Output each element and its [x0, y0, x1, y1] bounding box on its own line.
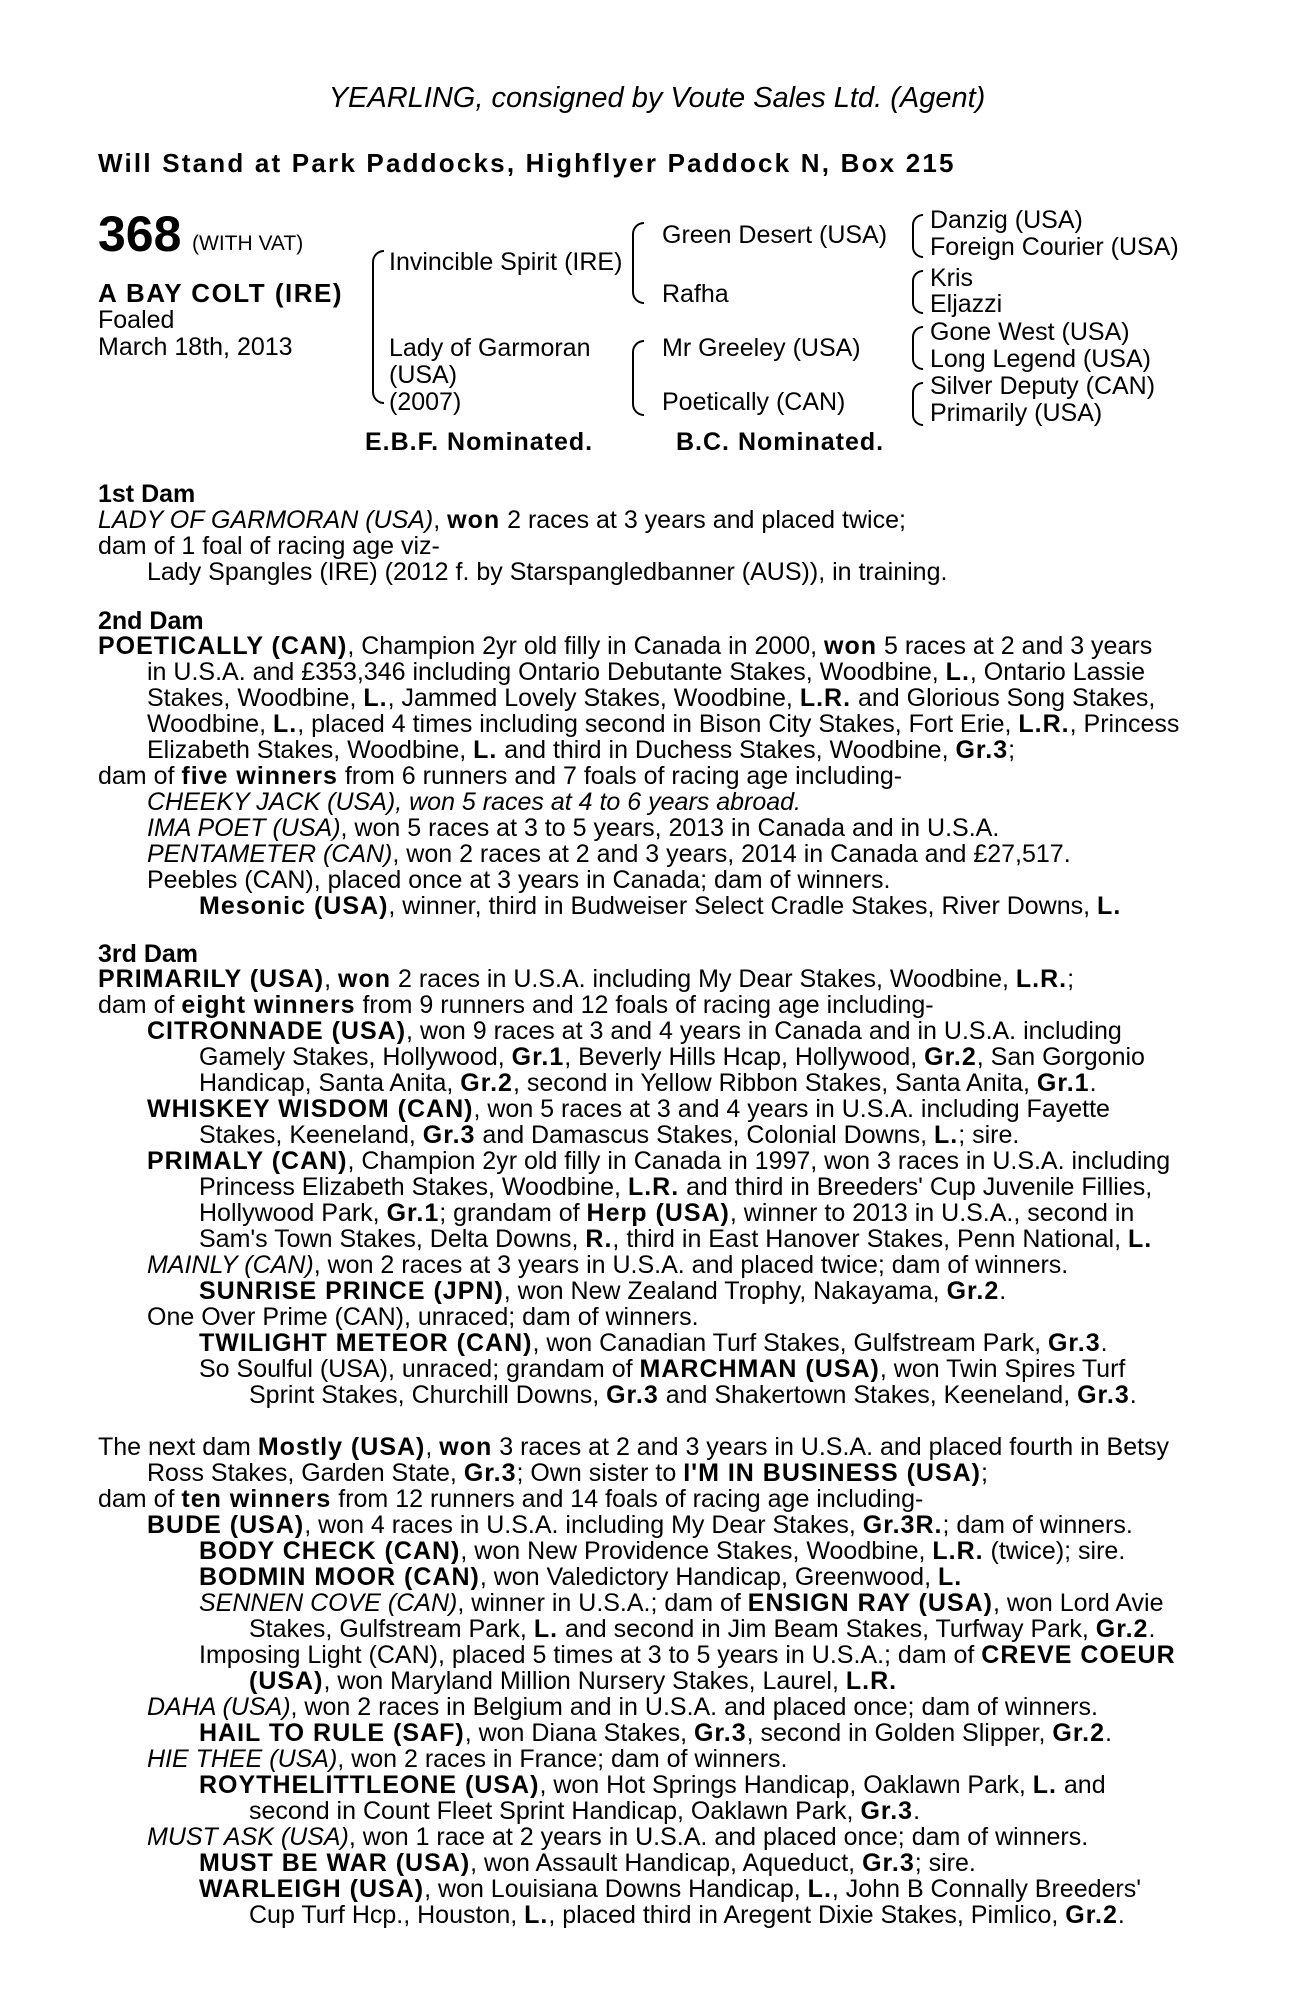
sd-dam: Eljazzi	[930, 290, 1003, 318]
bold-run: L.	[1032, 1771, 1057, 1799]
sire-sire: Green Desert (USA)	[662, 221, 888, 249]
text-run: , San Gorgonio	[976, 1043, 1145, 1071]
text-run: and third in Duchess Stakes, Woodbine,	[497, 736, 956, 764]
text-run: ;	[1008, 736, 1016, 764]
text-run: ; sire.	[914, 1849, 976, 1877]
pedigree-brace-ss	[912, 214, 923, 258]
bold-run: HAIL TO RULE (SAF)	[199, 1719, 465, 1747]
text-run: , won 2 races at 3 years in U.S.A. and placed twice; dam of winners.	[313, 1251, 1069, 1279]
ss-dam: Foreign Courier (USA)	[930, 233, 1179, 261]
text-line	[199, 1538, 1125, 1564]
text-run: ; Own sister to	[516, 1459, 684, 1487]
bold-run: Gr.3	[862, 1849, 915, 1877]
text-run: , placed 4 times including second in Bison City Stakes, Fort Erie,	[297, 710, 1019, 738]
second-dam-heading: 2nd Dam	[98, 607, 204, 635]
text-run: from 12 runners and 14 foals of racing age including-	[331, 1485, 924, 1513]
text-run: , second in Yellow Ribbon Stakes, Santa Anita,	[512, 1069, 1037, 1097]
bold-run: SUNRISE PRINCE (JPN)	[199, 1277, 504, 1305]
text-run: 2 races in U.S.A. including My Dear Stakes, Woodbine,	[391, 965, 1016, 993]
text-run: dam of	[98, 762, 182, 790]
text-run: .	[1105, 1719, 1112, 1747]
text-line	[98, 633, 1152, 659]
text-line	[98, 533, 440, 559]
text-run: Cup Turf Hcp., Houston,	[249, 1901, 525, 1929]
bold-run: L.R.	[845, 1667, 898, 1695]
text-line	[147, 1018, 1122, 1044]
text-run: .	[1117, 1901, 1125, 1929]
text-line	[249, 1382, 1137, 1408]
text-run: ; sire.	[958, 1121, 1020, 1149]
bold-run: L.	[1127, 1225, 1153, 1253]
pedigree-brace-sd	[912, 270, 923, 314]
text-line	[147, 1304, 699, 1330]
stand-location: Will Stand at Park Paddocks, Highflyer Paddock N, Box 215	[98, 148, 956, 178]
bold-run: BODY CHECK (CAN)	[199, 1537, 461, 1565]
bold-run: Gr.3	[693, 1719, 747, 1747]
bold-run: CITRONNADE (USA)	[147, 1017, 407, 1045]
bold-run: Gr.2	[1052, 1719, 1106, 1747]
text-run: Woodbine,	[147, 710, 274, 738]
bold-run: won	[824, 632, 878, 660]
bc-nominated: B.C. Nominated.	[676, 428, 885, 456]
bold-run: PRIMALY (CAN)	[147, 1147, 348, 1175]
bold-run: BUDE (USA)	[147, 1511, 305, 1539]
bold-run: L.	[945, 658, 970, 686]
dam-name-line1: Lady of Garmoran	[389, 334, 591, 362]
text-run: Peebles (CAN), placed once at 3 years in Canada; dam of winners.	[147, 866, 891, 894]
text-run: Ross Stakes, Garden State,	[147, 1459, 464, 1487]
dam-year: (2007)	[389, 388, 462, 416]
text-run: , won Diana Stakes,	[464, 1719, 694, 1747]
bold-run: R.	[585, 1225, 613, 1253]
bold-run: WHISKEY WISDOM (CAN)	[147, 1095, 474, 1123]
bold-run: L.R.	[932, 1537, 984, 1565]
text-line	[199, 1564, 962, 1590]
sire-dam: Rafha	[662, 280, 729, 308]
text-line	[147, 711, 1179, 737]
text-run: .	[1148, 1615, 1156, 1643]
text-line	[147, 659, 1145, 685]
text-run: dam of	[98, 991, 182, 1019]
bold-run: Mostly (USA)	[257, 1433, 426, 1461]
text-run: , won Assault Handicap, Aqueduct,	[470, 1849, 863, 1877]
text-run: Handicap, Santa Anita,	[199, 1069, 461, 1097]
text-run: Imposing Light (CAN), placed 5 times at 3 to 5 years in U.S.A.; dam of	[199, 1641, 982, 1669]
text-line	[147, 685, 1155, 711]
text-run: Stakes, Keeneland,	[199, 1121, 423, 1149]
italic-run: , won 5 races at 4 to 6 years abroad.	[395, 788, 802, 816]
italic-run: MUST ASK (USA)	[147, 1823, 349, 1851]
italic-run: IMA POET (USA)	[147, 814, 341, 842]
vat-note: (WITH VAT)	[192, 232, 304, 255]
text-line	[199, 1720, 1112, 1746]
text-line	[147, 1824, 1088, 1850]
bold-run: five winners	[181, 762, 338, 790]
text-run: The next dam	[98, 1433, 258, 1461]
dd-dam: Primarily (USA)	[930, 399, 1103, 427]
text-line	[147, 1096, 1110, 1122]
text-run: , Jammed Lovely Stakes, Woodbine,	[387, 684, 800, 712]
text-run: and Shakertown Stakes, Keeneland,	[658, 1381, 1078, 1409]
text-run: Lady Spangles (IRE) (2012 f. by Starspangledbanner (AUS)), in training.	[147, 558, 948, 586]
bold-run: eight winners	[181, 991, 356, 1019]
bold-run: L.	[1097, 892, 1122, 920]
sire-name: Invincible Spirit (IRE)	[389, 248, 623, 276]
text-run: from 6 runners and 7 foals of racing age including-	[337, 762, 903, 790]
third-dam-heading: 3rd Dam	[98, 940, 199, 968]
bold-run: Herp (USA)	[586, 1199, 730, 1227]
text-line	[199, 1070, 1097, 1096]
text-run: Stakes, Gulfstream Park,	[249, 1615, 534, 1643]
text-run: ,	[425, 1433, 440, 1461]
text-run: , Princess	[1069, 710, 1180, 738]
text-line	[199, 1200, 1134, 1226]
text-run: So Soulful (USA), unraced; grandam of	[199, 1355, 640, 1383]
text-run: , third in East Hanover Stakes, Penn National,	[612, 1225, 1128, 1253]
consignment-line: YEARLING, consigned by Voute Sales Ltd. (Agent)	[328, 82, 986, 114]
foaled-date: March 18th, 2013	[98, 333, 293, 361]
text-run: , won 2 races at 2 and 3 years, 2014 in Canada and £27,517.	[392, 840, 1071, 868]
bold-run: I'M IN BUSINESS (USA)	[683, 1459, 981, 1487]
text-line	[199, 1278, 1006, 1304]
bold-run: L.R.	[1018, 710, 1070, 738]
text-run: , won New Zealand Trophy, Nakayama,	[503, 1277, 947, 1305]
bold-run: MUST BE WAR (USA)	[199, 1849, 471, 1877]
text-run: ,	[324, 965, 339, 993]
text-line	[147, 1746, 788, 1772]
text-run: , won Hot Springs Handicap, Oaklawn Park,	[539, 1771, 1033, 1799]
text-run: , won Canadian Turf Stakes, Gulfstream Park,	[532, 1329, 1048, 1357]
pedigree-brace-dd	[912, 382, 923, 426]
text-line	[98, 763, 902, 789]
text-run: , won Twin Spires Turf	[879, 1355, 1126, 1383]
ds-sire: Gone West (USA)	[930, 318, 1130, 346]
bold-run: Gr.2	[946, 1277, 1000, 1305]
text-run: Sam's Town Stakes, Delta Downs,	[199, 1225, 586, 1253]
text-line	[249, 1668, 897, 1694]
pedigree-brace-sire	[632, 222, 644, 304]
text-run: in U.S.A. and £353,346 including Ontario Debutante Stakes, Woodbine,	[147, 658, 946, 686]
text-run: and	[1056, 1771, 1106, 1799]
bold-run: Gr.3	[955, 736, 1009, 764]
text-run: , Ontario Lassie	[969, 658, 1145, 686]
bold-run: won	[439, 1433, 493, 1461]
text-run: ;	[1067, 965, 1075, 993]
text-line	[249, 1902, 1125, 1928]
text-run: dam of	[98, 1485, 182, 1513]
text-run: , winner to 2013 in U.S.A., second in	[729, 1199, 1135, 1227]
bold-run: L.	[533, 1615, 559, 1643]
bold-run: L.	[807, 1875, 832, 1903]
bold-run: Gr.3	[1077, 1381, 1130, 1409]
text-run: .	[1129, 1381, 1137, 1409]
bold-run: Gr.3	[1047, 1329, 1101, 1357]
sd-sire: Kris	[930, 264, 974, 292]
bold-run: ten winners	[181, 1485, 332, 1513]
lot-number: 368	[98, 206, 182, 262]
bold-run: BODMIN MOOR (CAN)	[199, 1563, 480, 1591]
bold-run: ROYTHELITTLEONE (USA)	[199, 1771, 540, 1799]
text-line	[98, 507, 906, 533]
text-run: , won 5 races at 3 and 4 years in U.S.A. including Fayette	[473, 1095, 1110, 1123]
text-run: ,	[433, 506, 448, 534]
text-run: , Champion 2yr old filly in Canada in 1997, won 3 races in U.S.A. including	[347, 1147, 1171, 1175]
bold-run: Gr.1	[386, 1199, 440, 1227]
text-run: , won New Providence Stakes, Woodbine,	[460, 1537, 933, 1565]
text-run: , won 2 races in France; dam of winners.	[337, 1745, 788, 1773]
bold-run: L.R.	[1015, 965, 1068, 993]
text-line	[199, 1642, 1176, 1668]
bold-run: ENSIGN RAY (USA)	[747, 1589, 993, 1617]
text-line	[199, 1850, 976, 1876]
bold-run: Gr.3	[422, 1121, 476, 1149]
text-run: dam of 1 foal of racing age viz-	[98, 532, 440, 560]
text-run: , won Valedictory Handicap, Greenwood,	[479, 1563, 938, 1591]
text-run: Stakes, Woodbine,	[147, 684, 364, 712]
text-run: , winner in U.S.A.; dam of	[457, 1589, 748, 1617]
text-line	[147, 1148, 1170, 1174]
text-run: ; dam of winners.	[942, 1511, 1133, 1539]
text-line	[199, 1122, 1019, 1148]
italic-run: SENNEN COVE (CAN)	[199, 1589, 458, 1617]
text-line	[199, 1772, 1106, 1798]
bold-run: L.	[933, 1121, 959, 1149]
text-run: , second in Golden Slipper,	[746, 1719, 1053, 1747]
text-run: .	[913, 1797, 921, 1825]
italic-run: PENTAMETER (CAN)	[147, 840, 393, 868]
bold-run: PRIMARILY (USA)	[98, 965, 325, 993]
text-run: , placed third in Aregent Dixie Stakes, Pimlico,	[548, 1901, 1066, 1929]
bold-run: Gr.1	[511, 1043, 565, 1071]
foaled-label: Foaled	[98, 306, 175, 334]
bold-run: Gr.3	[606, 1381, 659, 1409]
text-run: Gamely Stakes, Hollywood,	[199, 1043, 512, 1071]
text-run: .	[1089, 1069, 1097, 1097]
text-run: One Over Prime (CAN), unraced; dam of winners.	[147, 1303, 699, 1331]
text-run: and third in Breeders' Cup Juvenile Fillies,	[679, 1173, 1153, 1201]
text-line	[199, 893, 1121, 919]
bold-run: L.	[273, 710, 298, 738]
text-run: and Glorious Song Stakes,	[851, 684, 1156, 712]
text-run: , won Louisiana Downs Handicap,	[424, 1875, 808, 1903]
text-line	[199, 1590, 1163, 1616]
pedigree-brace-ds	[912, 326, 923, 370]
text-run: , winner, third in Budweiser Select Cradle Stakes, River Downs,	[388, 892, 1098, 920]
text-run: , won 5 races at 3 to 5 years, 2013 in Canada and in U.S.A.	[340, 814, 1000, 842]
bold-run: Gr.2	[1095, 1615, 1149, 1643]
text-line	[199, 1330, 1108, 1356]
ds-dam: Long Legend (USA)	[930, 345, 1151, 373]
text-run: ; grandam of	[439, 1199, 587, 1227]
bold-run: Mesonic (USA)	[199, 892, 389, 920]
text-line	[98, 966, 1074, 992]
text-run: Sprint Stakes, Churchill Downs,	[249, 1381, 607, 1409]
text-run: ;	[981, 1459, 988, 1487]
text-run: , John B Connally Breeders'	[831, 1875, 1141, 1903]
text-run: , Beverly Hills Hcap, Hollywood,	[564, 1043, 925, 1071]
text-line	[249, 1798, 920, 1824]
text-line	[147, 841, 1071, 867]
text-line	[199, 1226, 1152, 1252]
text-run: , won 4 races in U.S.A. including My Dear Stakes,	[304, 1511, 863, 1539]
text-line	[147, 867, 890, 893]
dd-sire: Silver Deputy (CAN)	[930, 372, 1156, 400]
text-line	[147, 789, 801, 815]
italic-run: LADY OF GARMORAN (USA)	[98, 506, 434, 534]
text-run: second in Count Fleet Sprint Handicap, Oaklawn Park,	[249, 1797, 861, 1825]
text-line	[98, 1434, 1169, 1460]
dam-dam: Poetically (CAN)	[662, 388, 846, 416]
text-line	[249, 1616, 1155, 1642]
text-run: Hollywood Park,	[199, 1199, 387, 1227]
text-run: .	[1100, 1329, 1108, 1357]
bold-run: won	[447, 506, 501, 534]
text-line	[199, 1876, 1141, 1902]
bold-run: MARCHMAN (USA)	[639, 1355, 880, 1383]
text-run: , won 2 races in Belgium and in U.S.A. and placed once; dam of winners.	[290, 1693, 1098, 1721]
text-run: , won 1 race at 2 years in U.S.A. and placed once; dam of winners.	[348, 1823, 1089, 1851]
text-line	[147, 1512, 1133, 1538]
bold-run: Gr.2	[1065, 1901, 1118, 1929]
text-run: Elizabeth Stakes, Woodbine,	[147, 736, 474, 764]
lot-description: A BAY COLT (IRE)	[98, 278, 344, 308]
text-run: and Damascus Stakes, Colonial Downs,	[475, 1121, 934, 1149]
text-run: from 9 runners and 12 foals of racing age including-	[355, 991, 934, 1019]
italic-run: DAHA (USA)	[147, 1693, 291, 1721]
text-run: , Champion 2yr old filly in Canada in 2000,	[347, 632, 825, 660]
dam-name-line2: (USA)	[389, 361, 458, 389]
bold-run: L.	[937, 1563, 963, 1591]
text-line	[98, 992, 934, 1018]
italic-run: MAINLY (CAN)	[147, 1251, 314, 1279]
italic-run: CHEEKY JACK (USA)	[147, 788, 396, 816]
bold-run: L.	[473, 736, 498, 764]
text-line	[147, 1460, 988, 1486]
text-line	[98, 1486, 923, 1512]
pedigree-brace-main	[372, 250, 384, 404]
bold-run: (USA)	[249, 1667, 324, 1695]
text-line	[199, 1174, 1152, 1200]
bold-run: POETICALLY (CAN)	[98, 632, 348, 660]
bold-run: L.R.	[627, 1173, 680, 1201]
text-run: , won Maryland Million Nursery Stakes, Laurel,	[323, 1667, 846, 1695]
bold-run: Gr.2	[924, 1043, 977, 1071]
bold-run: Gr.3	[463, 1459, 517, 1487]
pedigree-brace-dam	[632, 340, 644, 416]
text-run: 2 races at 3 years and placed twice;	[500, 506, 906, 534]
text-run: 5 races at 2 and 3 years	[877, 632, 1153, 660]
text-line	[147, 1252, 1068, 1278]
text-line	[147, 559, 947, 585]
bold-run: Gr.2	[460, 1069, 513, 1097]
bold-run: won	[338, 965, 392, 993]
ss-sire: Danzig (USA)	[930, 206, 1083, 234]
text-line	[147, 1694, 1098, 1720]
text-run: (twice); sire.	[983, 1537, 1126, 1565]
text-run: .	[999, 1277, 1007, 1305]
bold-run: TWILIGHT METEOR (CAN)	[199, 1329, 533, 1357]
text-line	[199, 1356, 1125, 1382]
bold-run: L.R.	[799, 684, 852, 712]
first-dam-heading: 1st Dam	[98, 480, 196, 508]
bold-run: WARLEIGH (USA)	[199, 1875, 425, 1903]
text-run: and second in Jim Beam Stakes, Turfway Park,	[558, 1615, 1096, 1643]
text-run: , won 9 races at 3 and 4 years in Canada and in U.S.A. including	[406, 1017, 1122, 1045]
bold-run: Gr.3R.	[862, 1511, 943, 1539]
bold-run: CREVE COEUR	[981, 1641, 1176, 1669]
italic-run: HIE THEE (USA)	[147, 1745, 338, 1773]
bold-run: L.	[524, 1901, 549, 1929]
ebf-nominated: E.B.F. Nominated.	[365, 428, 594, 456]
text-run: Princess Elizabeth Stakes, Woodbine,	[199, 1173, 628, 1201]
text-run: , won Lord Avie	[993, 1589, 1164, 1617]
text-line	[199, 1044, 1145, 1070]
text-line	[147, 737, 1015, 763]
text-run: 3 races at 2 and 3 years in U.S.A. and placed fourth in Betsy	[492, 1433, 1170, 1461]
bold-run: Gr.3	[860, 1797, 914, 1825]
text-line	[147, 815, 999, 841]
bold-run: L.	[363, 684, 388, 712]
dam-sire: Mr Greeley (USA)	[662, 334, 861, 362]
bold-run: Gr.1	[1036, 1069, 1090, 1097]
